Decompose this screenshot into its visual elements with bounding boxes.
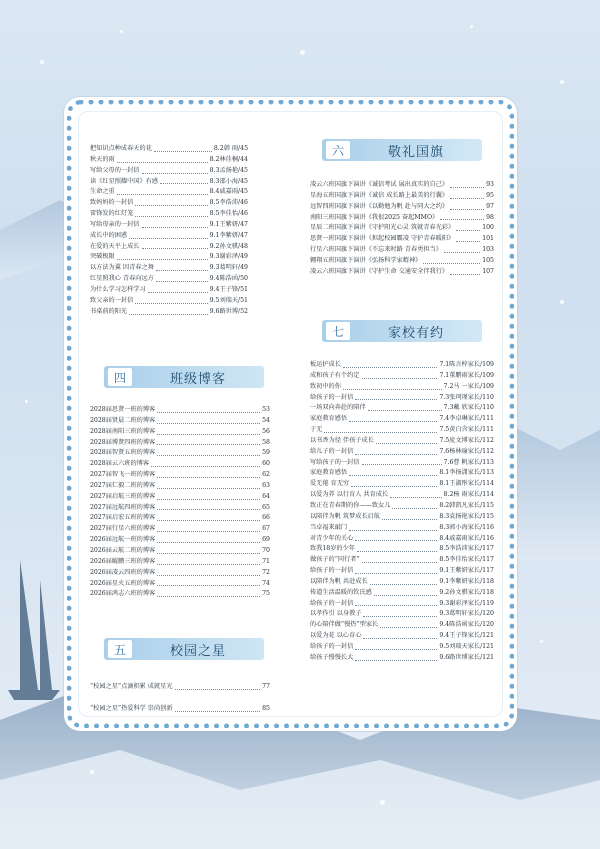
toc-list-left-top [90, 144, 248, 318]
toc-list-flag [310, 180, 494, 278]
snowflake [470, 25, 473, 28]
toc-entry[interactable]: 书桌前的阳光 9.6路世博/52 [90, 307, 248, 315]
section-title: 校园之星 [169, 643, 226, 659]
toc-entry[interactable]: 给儿子的一封信 7.6杨林瑜家长/112 [310, 447, 494, 455]
toc-entry[interactable]: 以书香为径 伴孩子成长 7.5庞文博家长/112 [310, 436, 494, 444]
toc-entry[interactable]: 翱翔五班国旗下演讲《弘扬科学家精神》 105 [310, 256, 494, 264]
toc-entry[interactable]: 2026届凌云四班的博客 72 [90, 568, 270, 576]
snowflake [560, 300, 564, 304]
toc-entry[interactable]: 生命之重 8.4戚嘉雨/45 [90, 188, 248, 196]
toc-entry[interactable]: 2026届鲲鹏三班的博客 71 [90, 557, 270, 565]
section-header-blog[interactable] [104, 366, 264, 388]
toc-entry[interactable]: 在爱的天平上成长 9.2孙文骐/48 [90, 242, 248, 250]
toc-entry[interactable]: 写给孩子的一封信 7.6曹 帆家长/113 [310, 458, 494, 466]
toc-entry[interactable]: 南阳三班国旗下演讲《我很2025 奋起MMO》 98 [310, 213, 494, 221]
section-title: 敬礼国旗 [387, 144, 444, 160]
toc-entry[interactable]: 以方法为翼 因青春之舞 9.3葛明轩/49 [90, 264, 248, 272]
toc-entry[interactable]: 家庭教育感悟 7.4李卓琳家长/111 [310, 415, 494, 423]
toc-entry[interactable]: 致初中的你 7.2马 一家长/109 [310, 382, 494, 390]
toc-entry[interactable]: 写给母亲的一封信 9.1王紫妍/47 [90, 220, 248, 228]
toc-entry[interactable]: 2027届行星六班的博客 67 [90, 525, 270, 533]
toc-entry[interactable]: 给孩子慢慢长大 9.6路世博家长/121 [310, 653, 494, 661]
snowflake [120, 30, 123, 33]
section-number: 五 [108, 640, 132, 658]
toc-entry[interactable]: 致我18岁的少年 8.5李浩沛家长/117 [310, 545, 494, 553]
toc-entry[interactable]: 以爱为花 以心育心 9.4王子锋家长/121 [310, 632, 494, 640]
toc-entry[interactable]: 成和孩子有个约定 7.1董鹏雨家长/109 [310, 371, 494, 379]
section-number: 七 [326, 322, 350, 340]
toc-entry[interactable]: 以陪伴为帆 共赴成长 9.1李紫妍家长/118 [310, 577, 494, 585]
section-title: 班级博客 [169, 371, 226, 387]
toc-entry[interactable]: 2026届星火五班的博客 74 [90, 579, 270, 587]
snowflake [90, 770, 94, 774]
toc-entry[interactable]: 2028届智贤五班的博客 59 [90, 449, 270, 457]
toc-entry[interactable]: 行星六班国旗下演讲《不忘来时路 青春勇担当》 103 [310, 246, 494, 254]
toc-entry[interactable]: 凌云六班国旗下演讲《诚信考试 展出真实的自己》 93 [310, 181, 494, 188]
toc-entry[interactable]: 2026届云航二班的博客 70 [90, 546, 270, 554]
toc-entry[interactable]: 凌云六班国旗下演讲《守护生命 交通安全伴我行》 107 [310, 267, 494, 275]
section-header-flag[interactable] [322, 139, 482, 161]
toc-entry[interactable]: 致妈妈的一封信 8.5李浩沛/46 [90, 199, 248, 207]
toc-entry[interactable]: 成长中的困惑 9.1李紫妍/47 [90, 231, 248, 239]
toc-entry[interactable]: 家庭教育感悟 8.1李扬潇家长/113 [310, 469, 494, 477]
toc-entry[interactable]: 星海五班国旗下演讲《诚信 成长路上最美的行囊》 95 [310, 191, 494, 199]
toc-entry[interactable]: 2026届鸿志六班的博客 75 [90, 590, 270, 598]
toc-list-home [310, 360, 494, 664]
toc-entry[interactable]: “校园之星”热爱科学 崇尚创新 85 [90, 704, 270, 712]
toc-entry[interactable]: 红星照我心 青春向远方 9.4陈浩函/50 [90, 275, 248, 283]
toc-entry[interactable]: 以孝作引 以身教子 9.3葛明轩家长/120 [310, 610, 494, 618]
snowflake [380, 800, 385, 805]
toc-entry[interactable]: 读《红星照耀中国》有感 8.3邵小海/45 [90, 177, 248, 185]
toc-entry[interactable]: 一场双向奔赴的陪伴 7.3戴 欣家长/110 [310, 404, 494, 412]
toc-entry[interactable]: 以陪伴为帆 筑梦成长启航 8.3袁扬艳家长/115 [310, 512, 494, 520]
toc-entry[interactable]: 板运护成长 7.1陈言梓家长/109 [310, 361, 494, 368]
snowflake [560, 80, 564, 84]
snowflake [300, 50, 305, 55]
toc-entry[interactable]: 2026届远航一班的博客 69 [90, 536, 270, 544]
toc-list-blog [90, 405, 270, 600]
toc-entry[interactable]: 2027届智飞一班的博客 62 [90, 471, 270, 479]
toc-entry[interactable]: 把知识点种成春天的花 8.2韩 雨/45 [90, 145, 248, 152]
toc-entry[interactable]: 以爱为养 以行育人 共育成长 8.2杨 雨家长/114 [310, 491, 494, 499]
snowflake [540, 640, 543, 643]
section-title: 家校有约 [387, 325, 444, 341]
toc-entry[interactable]: 为什么学习怎样学习 9.4王子锋/51 [90, 285, 248, 293]
toc-entry[interactable]: 致父亲的一封信 9.5刘瑞天/51 [90, 296, 248, 304]
toc-entry[interactable]: 对青少年的关心 8.4戚嘉雨家长/116 [310, 534, 494, 542]
section-header-star[interactable] [104, 638, 264, 660]
toc-entry[interactable]: 突破极限 9.3谢彩泽/49 [90, 253, 248, 261]
toc-entry[interactable]: 2027届远航四班的博客 65 [90, 503, 270, 511]
toc-entry[interactable]: 2027届启宏五班的博客 66 [90, 514, 270, 522]
snowflake [40, 60, 44, 64]
toc-entry[interactable]: 爱无倦 育无穷 8.1王淑彤家长/114 [310, 480, 494, 488]
toc-list-star [90, 682, 270, 715]
toc-entry[interactable]: 给孩子的一封信 9.1王紫妍家长/117 [310, 567, 494, 575]
toc-entry[interactable]: 给孩子的一封信 9.3谢彩泽家长/119 [310, 599, 494, 607]
toc-entry[interactable]: 秋天的雨 8.2林佳桐/44 [90, 155, 248, 163]
toc-entry[interactable]: 当卓福来敲门 8.3郭小海家长/116 [310, 523, 494, 531]
toc-entry[interactable]: 2028届云六班的博客 60 [90, 460, 270, 468]
toc-entry[interactable]: 远智四班国旗下演讲《以勤勉为帆 赴与同大之约》 97 [310, 202, 494, 210]
toc-entry[interactable]: 给孩子的一封信 9.5刘瑞天家长/121 [310, 642, 494, 650]
toc-entry[interactable]: 2028届思贤一班的博客 53 [90, 406, 270, 413]
toc-entry[interactable]: 2027届启航三班的博客 64 [90, 492, 270, 500]
section-number: 六 [326, 141, 350, 159]
toc-entry[interactable]: 2027届仁毅二班的博客 63 [90, 481, 270, 489]
toc-entry[interactable]: 星辰二班国旗下演讲《守护阳光心灵 筑就青春光彩》 100 [310, 224, 494, 232]
toc-entry[interactable]: 于无 7.5黄白含家长/111 [310, 426, 494, 434]
toc-entry[interactable]: 2028届博贤四班的博客 58 [90, 438, 270, 446]
toc-entry[interactable]: 思贤一班国旗下演讲《担起校园霸凌 守护青春暖阳》 101 [310, 235, 494, 243]
toc-entry[interactable]: 雷锋发的红灯笼 8.5李佳怡/46 [90, 210, 248, 218]
toc-entry[interactable]: 给孩子的一封信 7.3张珂瑾家长/110 [310, 393, 494, 401]
section-number: 四 [108, 368, 132, 386]
toc-entry[interactable]: 写给父母的一封信 8.3孟扬艳/45 [90, 166, 248, 174]
toc-entry[interactable]: 2028届贤晨二班的博客 54 [90, 416, 270, 424]
section-header-home[interactable] [322, 320, 482, 342]
snowflake [25, 400, 28, 403]
toc-entry[interactable]: “校园之星”点滴积累 成就星光 77 [90, 683, 270, 690]
toc-entry[interactable]: 致正在青春期的你——致女儿 8.2韩凯凡家长/115 [310, 501, 494, 509]
toc-entry[interactable]: 传道生活温暖的钦氏感 9.2孙文骐家长/118 [310, 588, 494, 596]
toc-entry[interactable]: 2028届南阳三班的博客 56 [90, 427, 270, 435]
toc-entry[interactable]: 的心陪伴做“慢热”型家长 9.4陈浩函家长/120 [310, 621, 494, 629]
toc-entry[interactable]: 做孩子的“同行者” 8.5李佳怡家长/117 [310, 556, 494, 564]
